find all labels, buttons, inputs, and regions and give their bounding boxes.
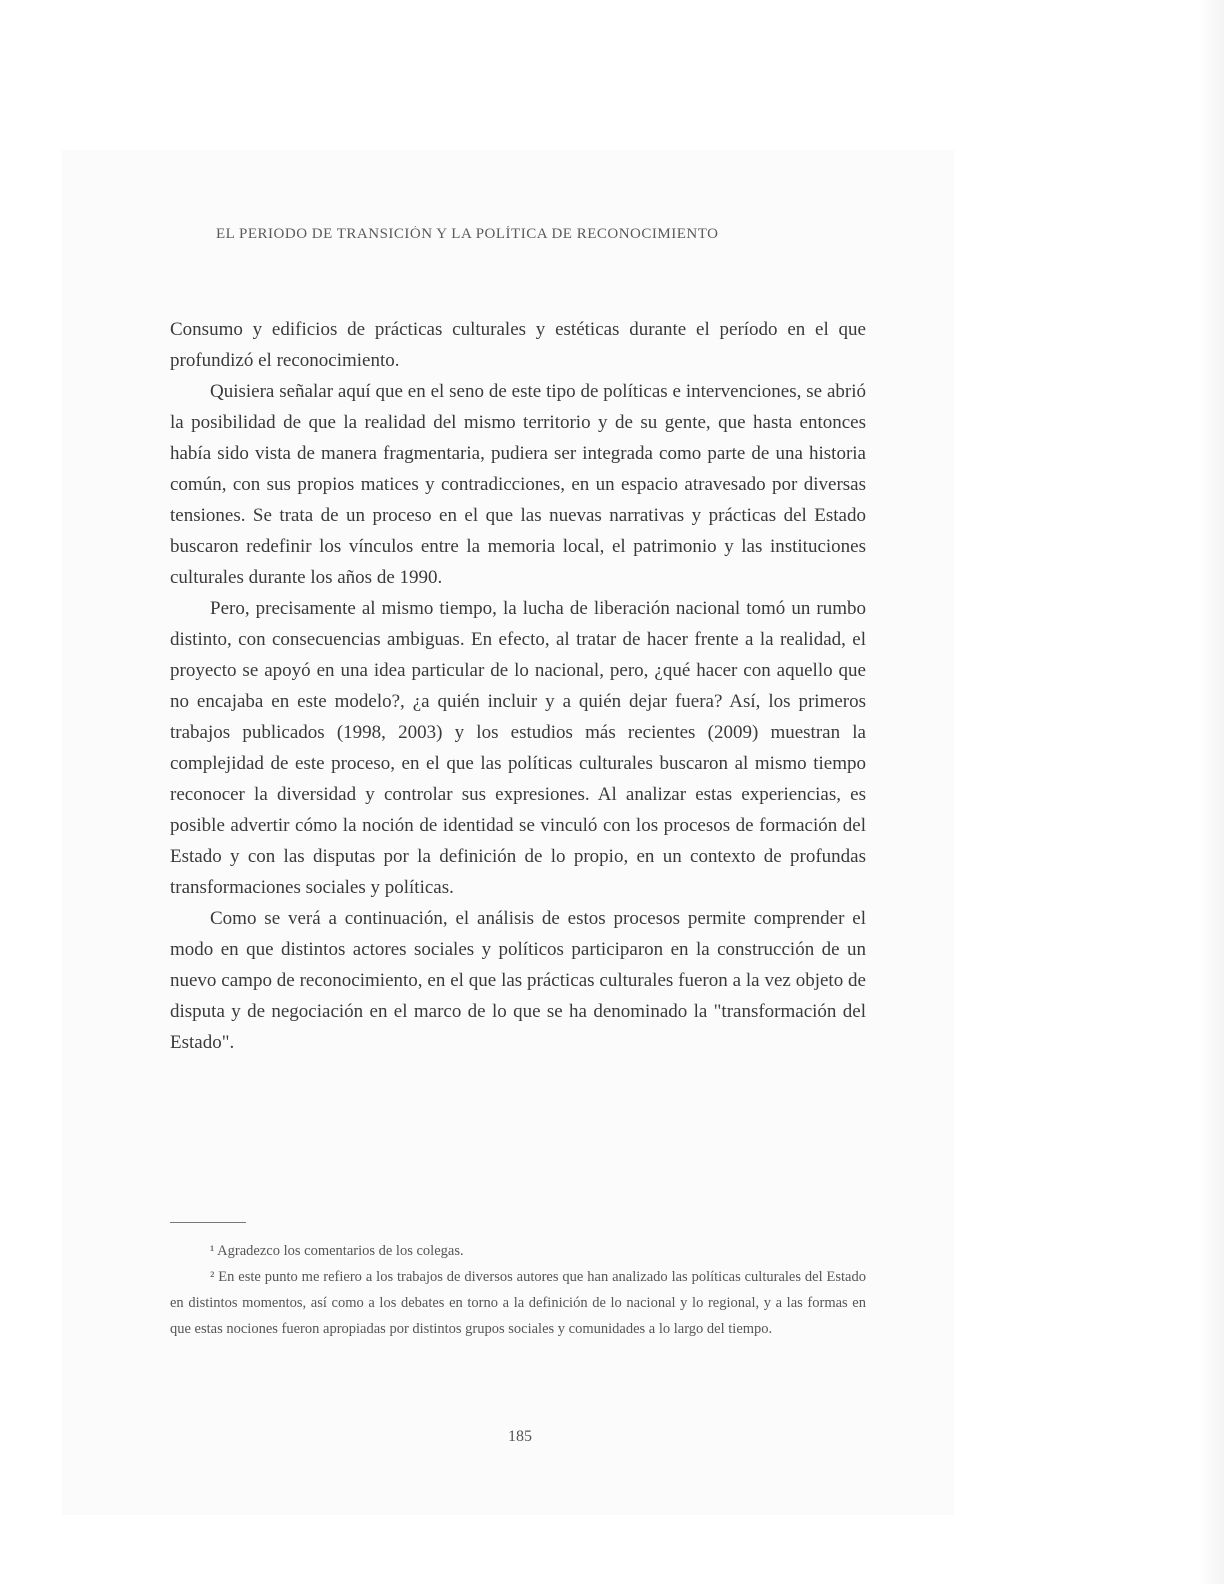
running-header: EL PERIODO DE TRANSICIÓN Y LA POLÍTICA DE RECONOCIMIENTO [216,226,719,242]
paragraph-3: Pero, precisamente al mismo tiempo, la lucha de liberación nacional tomó un rumbo distinto, con consecuencias ambiguas. En efecto, al tratar de hacer frente a la realidad, el proyecto se apoyó en una idea particular de lo nacional, pero, ¿qué hacer con aquello que no encajaba en este modelo?, ¿a quién incluir y a quién dejar fuera? Así, los primeros trabajos publicados (1998, 2003) y los estudios más recientes (2009) muestran la complejidad de este proceso, en el que las políticas culturales buscaron al mismo tiempo reconocer la diversidad y controlar sus expresiones. Al analizar estas experiencias, es posible advertir cómo la noción de identidad se vinculó con los procesos de formación del Estado y con las disputas por la definición de lo propio, en un contexto de profundas transformaciones sociales y políticas. [170,598,866,898]
page-number: 185 [508,1428,532,1445]
footnote-divider [170,1222,246,1223]
footnote-1: ¹ Agradezco los comentarios de los colegas. [210,1243,464,1259]
paragraph-1: Consumo y edificios de prácticas culturales y estéticas durante el período en el que profundizó el reconocimiento. [170,319,866,371]
footnotes [170,1238,866,1342]
footnote-2: ² En este punto me refiero a los trabajos de diversos autores que han analizado las políticas culturales del Estado en distintos momentos, así como a los debates en torno a la definición de lo nacional y lo regional, y a las formas en que estas nociones fueron apropiadas por distintos grupos sociales y comunidades a lo largo del tiempo. [170,1269,866,1337]
scan-edge-shadow [1198,0,1224,1584]
paragraph-4: Como se verá a continuación, el análisis de estos procesos permite comprender el modo en que distintos actores sociales y políticos participaron en la construcción de un nuevo campo de reconocimiento, en el que las prácticas culturales fueron a la vez objeto de disputa y de negociación en el marco de lo que se ha denominado la "transformación del Estado". [170,908,866,1053]
paragraph-2: Quisiera señalar aquí que en el seno de este tipo de políticas e intervenciones, se abrió la posibilidad de que la realidad del mismo territorio y de su gente, que hasta entonces había sido vista de manera fragmentaria, pudiera ser integrada como parte de una historia común, con sus propios matices y contradicciones, en un espacio atravesado por diversas tensiones. Se trata de un proceso en el que las nuevas narrativas y prácticas del Estado buscaron redefinir los vínculos entre la memoria local, el patrimonio y las instituciones culturales durante los años de 1990. [170,381,866,588]
body-text [170,314,866,1058]
